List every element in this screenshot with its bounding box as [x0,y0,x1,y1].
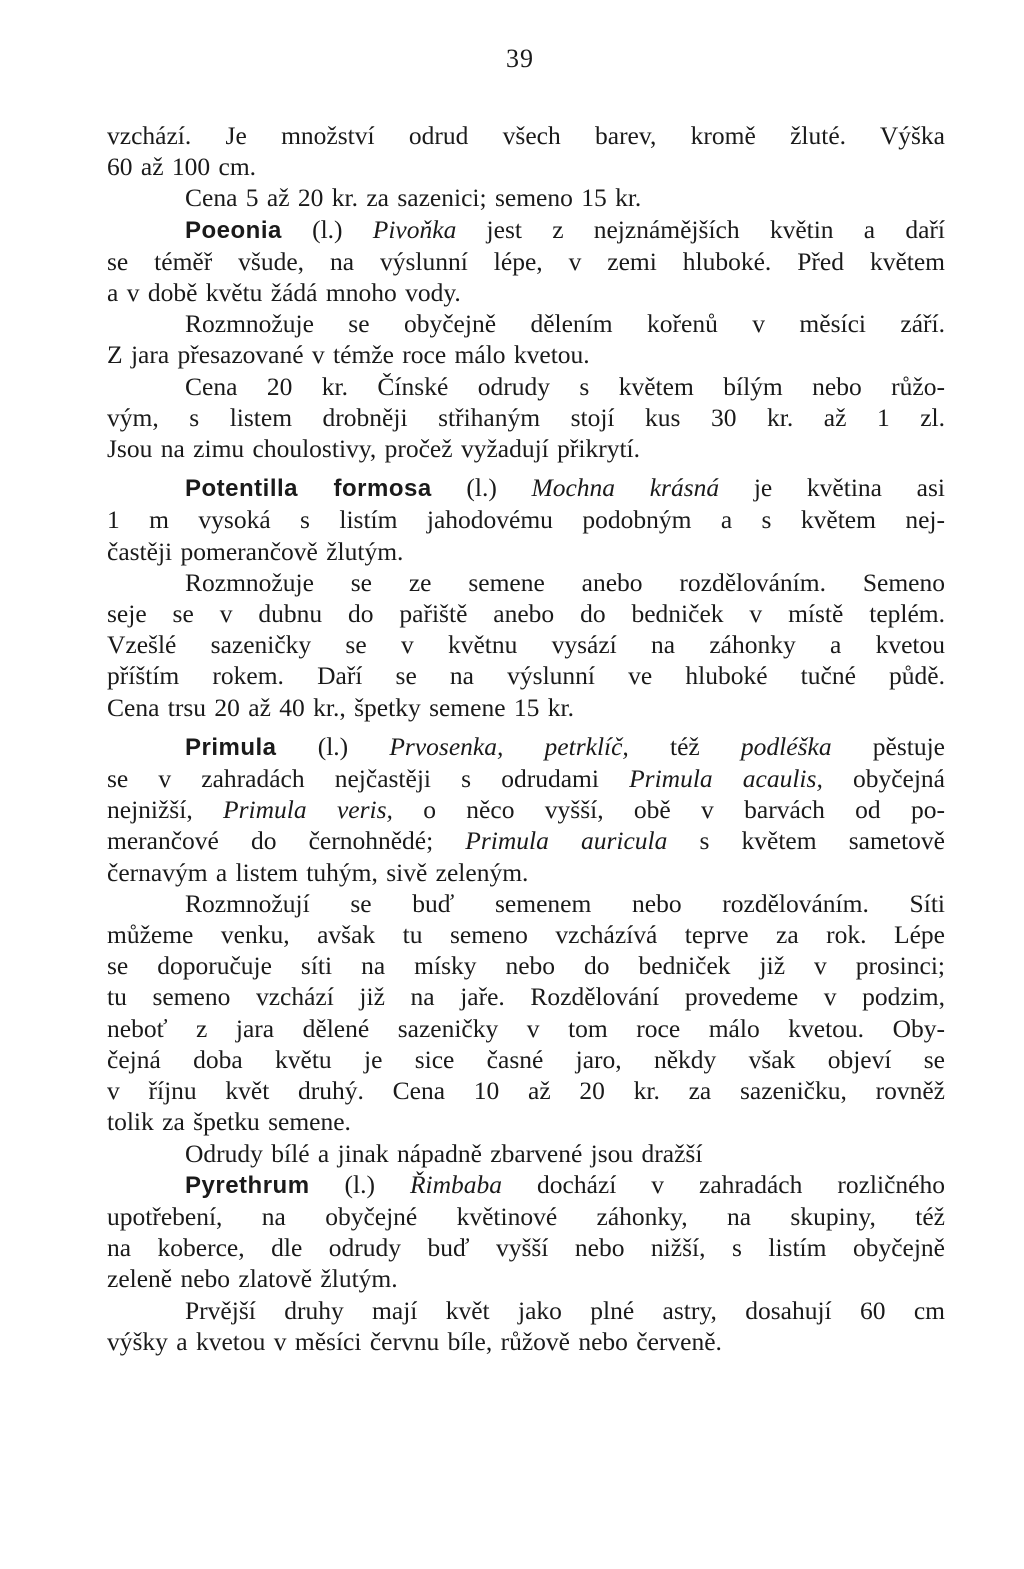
text-run: vzchází. Je množství odrud všech barev, kromě žluté. Výška [107,121,945,150]
page-number: 39 [506,44,534,73]
common-name: Primula auricula [465,826,668,856]
text-line [107,504,945,535]
text-line [107,731,945,763]
text-run: příštím rokem. Daří se na výslunní ve hluboké tučné půdě. [107,661,945,691]
text-run: (l.) [431,473,532,503]
text-line [107,277,945,308]
text-run: neboť z jara dělené sazeničky v tom roce málo kvetou. Oby- [107,1013,945,1043]
text-line [107,1075,945,1106]
common-name: Primula acaulis, [629,764,823,794]
text-run: 60 až 100 cm. [107,152,257,182]
text-run: Rozmnožují se buď semenem nebo rozdělováním. Síti [185,888,945,918]
text-line [107,598,945,629]
text-run: černavým a listem tuhým, sivě zeleným. [107,857,529,887]
genus-name: Primula [185,733,277,761]
paragraph-gap [107,723,945,731]
common-name: Řimbaba [409,1169,503,1199]
text-line [107,981,945,1012]
text-run: upotřebení, na obyčejné květinové záhonky, na skupiny, též [107,1201,945,1231]
text-run: výšky a kvetou v měsíci červnu bíle, růžově nebo červeně. [107,1326,722,1356]
text-line [107,794,945,825]
text-run: Odrudy bílé a jinak nápadně zbarvené jsou dražší [185,1138,703,1168]
text-run: vým, s listem drobněji střihaným stojí kus 30 kr. až 1 zl. [107,402,945,432]
genus-name: Potentilla formosa [185,475,432,503]
text-line [107,763,945,794]
text-run: Cena 5 až 20 kr. za sazenici; semeno 15 kr. [185,183,642,213]
text-run: Prvější druhy mají květ jako plné astry, dosahují 60 cm [185,1295,945,1325]
common-name: podléška [740,731,832,761]
text-run: se téměř všude, na výslunní lépe, v zemi hluboké. Před květem [107,246,945,276]
text-line [107,950,945,981]
text-line [107,660,945,691]
text-run: na koberce, dle odrudy buď vyšší nebo nižší, s listím obyčejně [107,1233,945,1263]
text-line [107,919,945,950]
text-run: Jsou na zimu choulostivy, pročež vyžadují přikrytí. [107,434,640,464]
text-run: s květem sametově [667,826,945,856]
genus-name: Poeonia [185,216,282,244]
text-line [107,1201,945,1232]
text-line [107,182,945,213]
text-line [107,246,945,277]
text-line [107,629,945,660]
text-run: můžeme venku, avšak tu semeno vzcházívá teprve za rok. Lépe [107,920,945,950]
text-run: (l.) [276,731,390,761]
text-line [107,1013,945,1044]
text-line [107,692,945,723]
text-run: Cena 20 kr. Čínské odrudy s květem bílým nebo růžo- [185,371,945,401]
text-run: Z jara přesazované v témže roce málo kvetou. [107,340,590,370]
text-line [107,371,945,402]
text-run: zeleně nebo zlatově žlutým. [107,1264,398,1294]
text-run: se v zahradách nejčastěji s odrudami [107,764,630,794]
text-line [107,1263,945,1294]
text-run: častěji pomerančově žlutým. [107,536,404,566]
text-run: též [628,731,741,761]
genus-name: Pyrethrum [185,1171,310,1199]
text-run: seje se v dubnu do pařiště anebo do bedniček v místě teplém. [107,599,945,629]
text-line [107,308,945,339]
text-line [107,433,945,464]
paragraph-gap [107,464,945,472]
text-run: čejná doba květu je sice časné jaro, někdy však objeví se [107,1044,945,1074]
text-run: o něco vyšší, obě v barvách od po- [392,795,945,825]
text-line [107,472,945,504]
common-name: Mochna krásná [531,473,720,503]
text-run: se doporučuje síti na mísky nebo do bedniček již v prosinci; [107,951,945,981]
text-run: (l.) [309,1169,410,1199]
common-name: Primula veris, [223,795,393,825]
text-line [107,825,945,856]
common-name: Prvosenka, petrklíč, [389,731,629,761]
text-run: dochází v zahradách rozličného [502,1169,945,1199]
text-run: v říjnu květ druhý. Cena 10 až 20 kr. za sazeničku, rovněž [107,1076,945,1106]
text-run: je květina asi [719,473,945,503]
text-line [107,536,945,567]
text-line [107,402,945,433]
text-line [107,120,945,151]
text-line [107,1295,945,1326]
text-line [107,1106,945,1137]
text-run: tolik za špetku semene. [107,1107,351,1137]
text-line [107,1326,945,1357]
text-line [107,339,945,370]
text-run: 1 m vysoká s listím jahodovému podobným a s květem nej- [107,505,945,535]
text-run: Cena trsu 20 až 40 kr., špetky semene 15 kr. [107,692,574,722]
text-line [107,1138,945,1169]
text-run: tu semeno vzchází již na jaře. Rozdělování provedeme v podzim, [107,982,945,1012]
text-line [107,151,945,182]
text-run: a v době květu žádá mnoho vody. [107,278,461,308]
text-run: merančové do černohnědé; [107,826,466,856]
text-line [107,1044,945,1075]
text-run: obyčejná [822,764,945,794]
text-line [107,888,945,919]
text-line [107,567,945,598]
common-name: Pivoňka [372,214,457,244]
text-run: Rozmnožuje se ze semene anebo rozdělováním. Semeno [185,567,945,597]
text-run: Vzešlé sazeničky se v květnu vysází na záhonky a kvetou [107,630,945,660]
text-line [107,857,945,888]
text-run: (l.) [281,214,373,244]
text-run: jest z nejznámějších květin a daří [456,214,945,244]
page-text [107,120,945,1357]
text-line [107,1232,945,1263]
text-run: Rozmnožuje se obyčejně dělením kořenů v měsíci září. [185,309,945,339]
text-line [107,214,945,246]
text-run: nejnižší, [107,795,224,825]
text-run: pěstuje [831,731,945,761]
text-line [107,1169,945,1201]
